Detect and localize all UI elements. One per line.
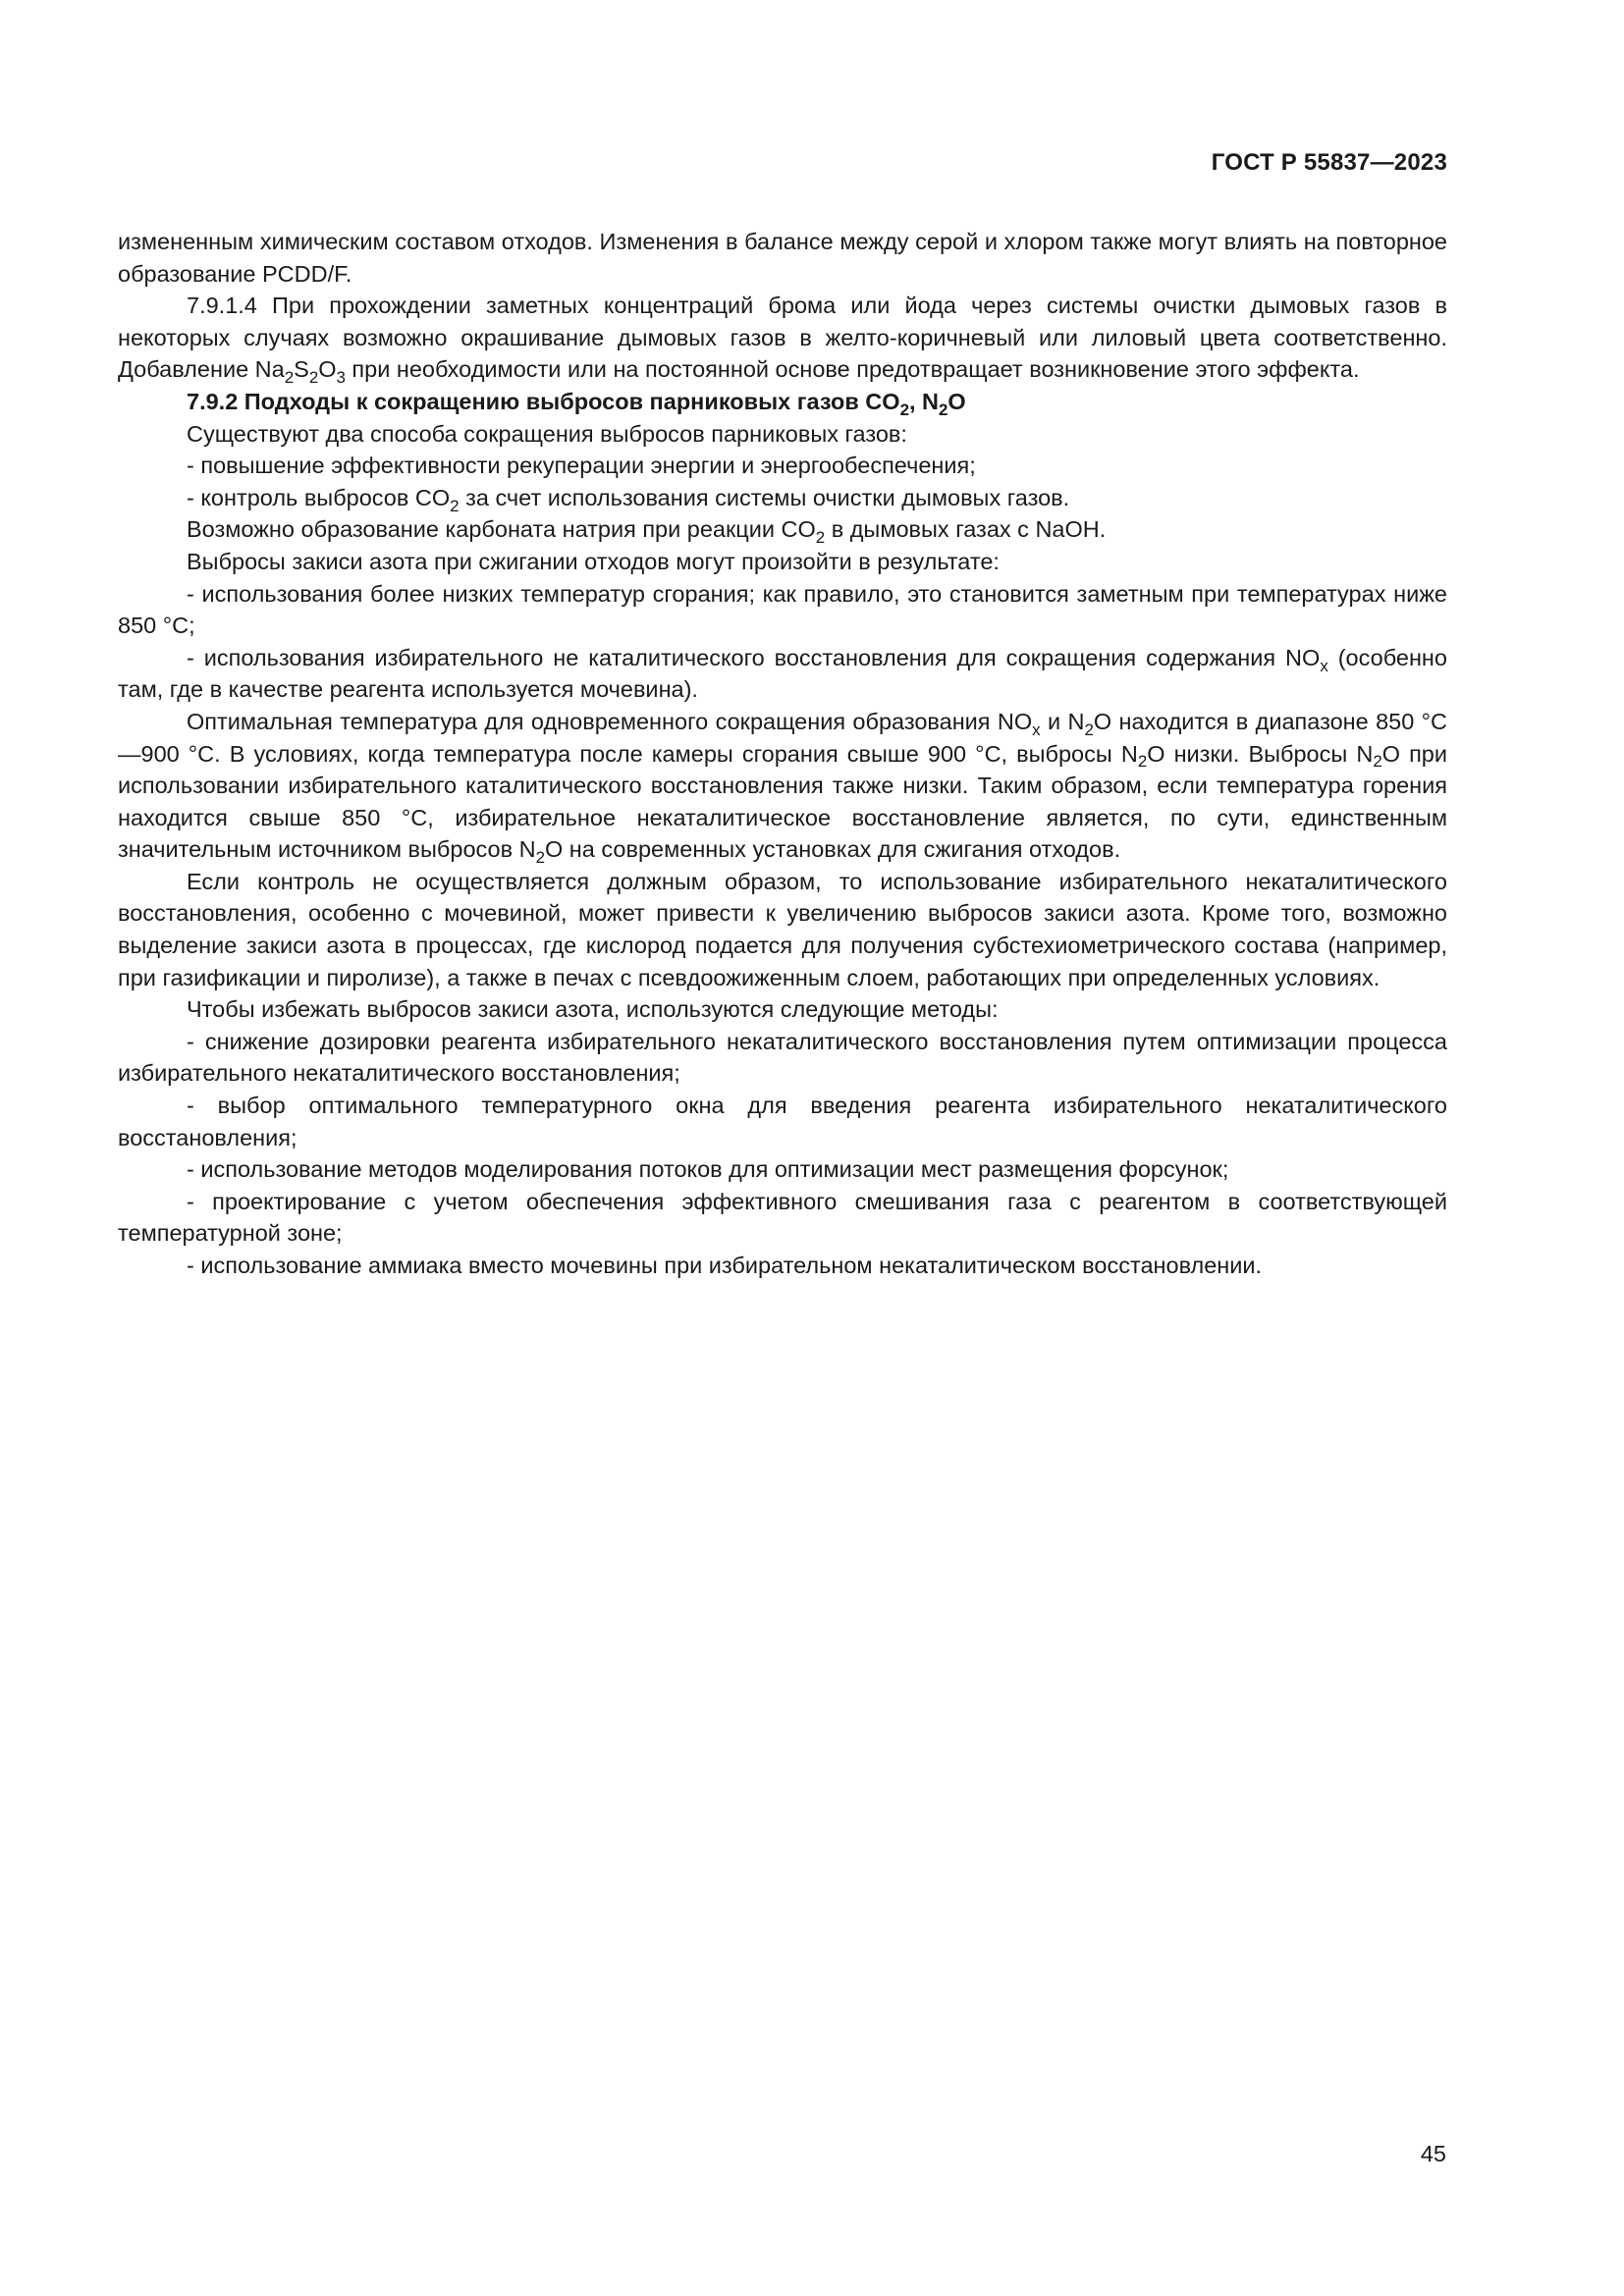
list-item: - проектирование с учетом обеспечения эффективного смешивания газа с реагентом в соответствующей температурной зоне;	[118, 1188, 1447, 1247]
paragraph-two-methods: Существуют два способа сокращения выбросов парниковых газов:	[187, 420, 907, 447]
paragraph-methods-intro: Чтобы избежать выбросов закиси азота, используются следующие методы:	[187, 996, 999, 1023]
paragraph-control: Если контроль не осуществляется должным образом, то использование избирательного некаталитического восстановления, особенно с мочевиной, может привести к увеличению выбросов закиси азота. Кроме того, возможно выделение закиси азота в процессах, где кислород подается для получения субстехиометрического состава (например, при газификации и пиролизе), а также в печах с псевдоожиженным слоем, работающих при определенных условиях.	[118, 868, 1447, 990]
section-heading-7-9-2: 7.9.2 Подходы к сокращению выбросов парниковых газов $CO_2$, $N_2O$	[187, 388, 966, 419]
list-item: - использования избирательного не каталитического восстановления для сокращения содержания $NO_x$ (особенно там, где в качестве реагента используется мочевина).	[118, 644, 1447, 703]
list-item: - выбор оптимального температурного окна для введения реагента избирательного некаталитического восстановления;	[118, 1093, 1447, 1150]
list-item: - повышение эффективности рекуперации энергии и энергообеспечения;	[187, 453, 976, 479]
paragraph-continuation: измененным химическим составом отходов. Изменения в балансе между серой и хлором также могут влиять на повторное образование PCDD/F.	[118, 229, 1447, 287]
list-item: - использование методов моделирования потоков для оптимизации мест размещения форсунок;	[187, 1156, 1229, 1183]
list-item: - контроль выбросов $CO_2$ за счет использования системы очистки дымовых газов.	[187, 484, 1070, 515]
paragraph-7-9-1-4: 7.9.1.4 При прохождении заметных концентраций брома или йода через системы очистки дымовых газов в некоторых случаях возможно окрашивание дымовых газов в желто-коричневый или лиловый цвета соответственно. Добавление $Na_2S_2O_3$ при необходимости или на постоянной основе предотвращает возникновение этого эффекта.	[118, 293, 1447, 388]
page-number: 45	[1420, 2141, 1446, 2166]
paragraph-sodium-carbonate: Возможно образование карбоната натрия при реакции $CO_2$ в дымовых газах с NaOH.	[187, 516, 1107, 548]
document-code-header: ГОСТ Р 55837—2023	[1211, 149, 1447, 176]
document-body	[118, 226, 1447, 1282]
list-item: - использования более низких температур сгорания; как правило, это становится заметным при температурах ниже 850 °C;	[118, 580, 1447, 639]
list-item: - снижение дозировки реагента избирательного некаталитического восстановления путем оптимизации процесса избирательного некаталитического восстановления;	[118, 1028, 1447, 1087]
paragraph-n2o-causes: Выбросы закиси азота при сжигании отходов могут произойти в результате:	[187, 548, 1000, 574]
list-item: - использование аммиака вместо мочевины при избирательном некаталитическом восстановлении.	[187, 1253, 1263, 1278]
paragraph-optimal-temperature: Оптимальная температура для одновременного сокращения образования $NO_x$ и $N_2O$ находится в диапазоне 850 °C—900 °C. В условиях, когда температура после камеры сгорания свыше 900 °C, выбросы $N_2O$ низки. Выбросы $N_2O$ при использовании избирательного каталитического восстановления также низки. Таким образом, если температура горения находится свыше 850 °C, избирательное некаталитическое восстановление является, по сути, единственным значительным источником выбросов $N_2O$ на современных установках для сжигания отходов.	[118, 708, 1448, 868]
